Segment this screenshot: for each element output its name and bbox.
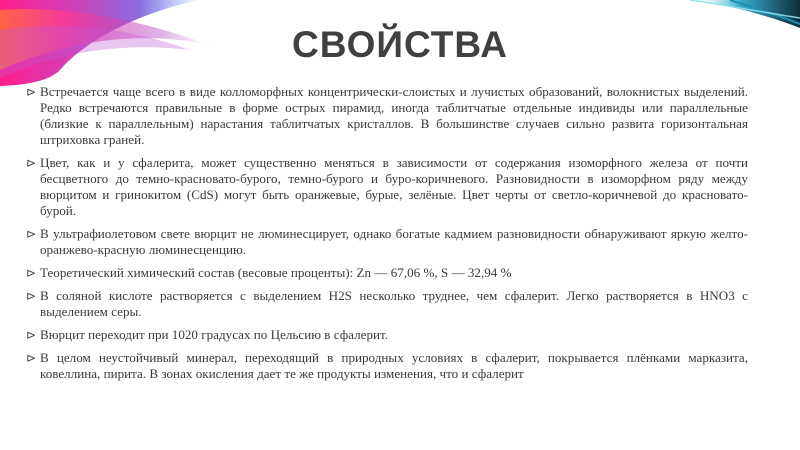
paragraph-text: Цвет, как и у сфалерита, может существенно меняться в зависимости от содержания изоморфного железа от почти бесцветного до темно-красновато-бурого, темно-бурого и буро-коричневого. Разновидности в изоморфном ряду между вюрцитом и гринокитом (CdS) могут быть оранжевые, бурые, зелёные. Цвет черты от светло-коричневой до красновато-бурой.: [40, 155, 748, 218]
paragraph-text: Вюрцит переходит при 1020 градусах по Цельсию в сфалерит.: [40, 327, 389, 342]
paragraph-text: В целом неустойчивый минерал, переходящий в природных условиях в сфалерит, покрывается плёнками марказита, ковеллина, пирита. В зонах окисления дает те же продукты изменения, что и сфалерит: [40, 350, 748, 381]
paragraph-text: В ультрафиолетовом свете вюрцит не люминесцирует, однако богатые кадмием разновидности обнаруживают яркую желто-оранжево-красную люминесценцию.: [40, 226, 748, 257]
bullet-icon: ⊳: [26, 227, 37, 241]
paragraph-text: Теоретический химический состав (весовые проценты): Zn — 67,06 %, S — 32,94 %: [40, 265, 512, 280]
paragraph-composition: [26, 265, 748, 281]
bullet-icon: ⊳: [26, 156, 37, 170]
paragraph-luminescence: [26, 226, 748, 258]
paragraph-stability: [26, 350, 748, 382]
paragraph-text: В соляной кислоте растворяется с выделением H2S несколько труднее, чем сфалерит. Легко растворяется в HNO3 с выделением серы.: [40, 288, 748, 319]
paragraph-solubility: [26, 288, 748, 320]
paragraph-appearance: [26, 84, 748, 148]
slide-body: [26, 84, 748, 389]
bullet-icon: ⊳: [26, 85, 37, 99]
paragraph-text: Встречается чаще всего в виде колломорфных концентрически-слоистых и лучистых образований, волокнистых выделений. Редко встречаются правильные в форме острых пирамид, иногда таблитчатые отдельные индивиды или параллельные (близкие к параллельным) нарастания таблитчатых кристаллов. В большинстве случаев сильно развита горизонтальная штриховка граней.: [40, 84, 748, 147]
paragraph-color: [26, 155, 748, 219]
slide-title: СВОЙСТВА: [292, 24, 508, 65]
bullet-icon: ⊳: [26, 351, 37, 365]
bullet-icon: ⊳: [26, 289, 37, 303]
bullet-icon: ⊳: [26, 266, 37, 280]
paragraph-transition: [26, 327, 748, 343]
bullet-icon: ⊳: [26, 328, 37, 342]
